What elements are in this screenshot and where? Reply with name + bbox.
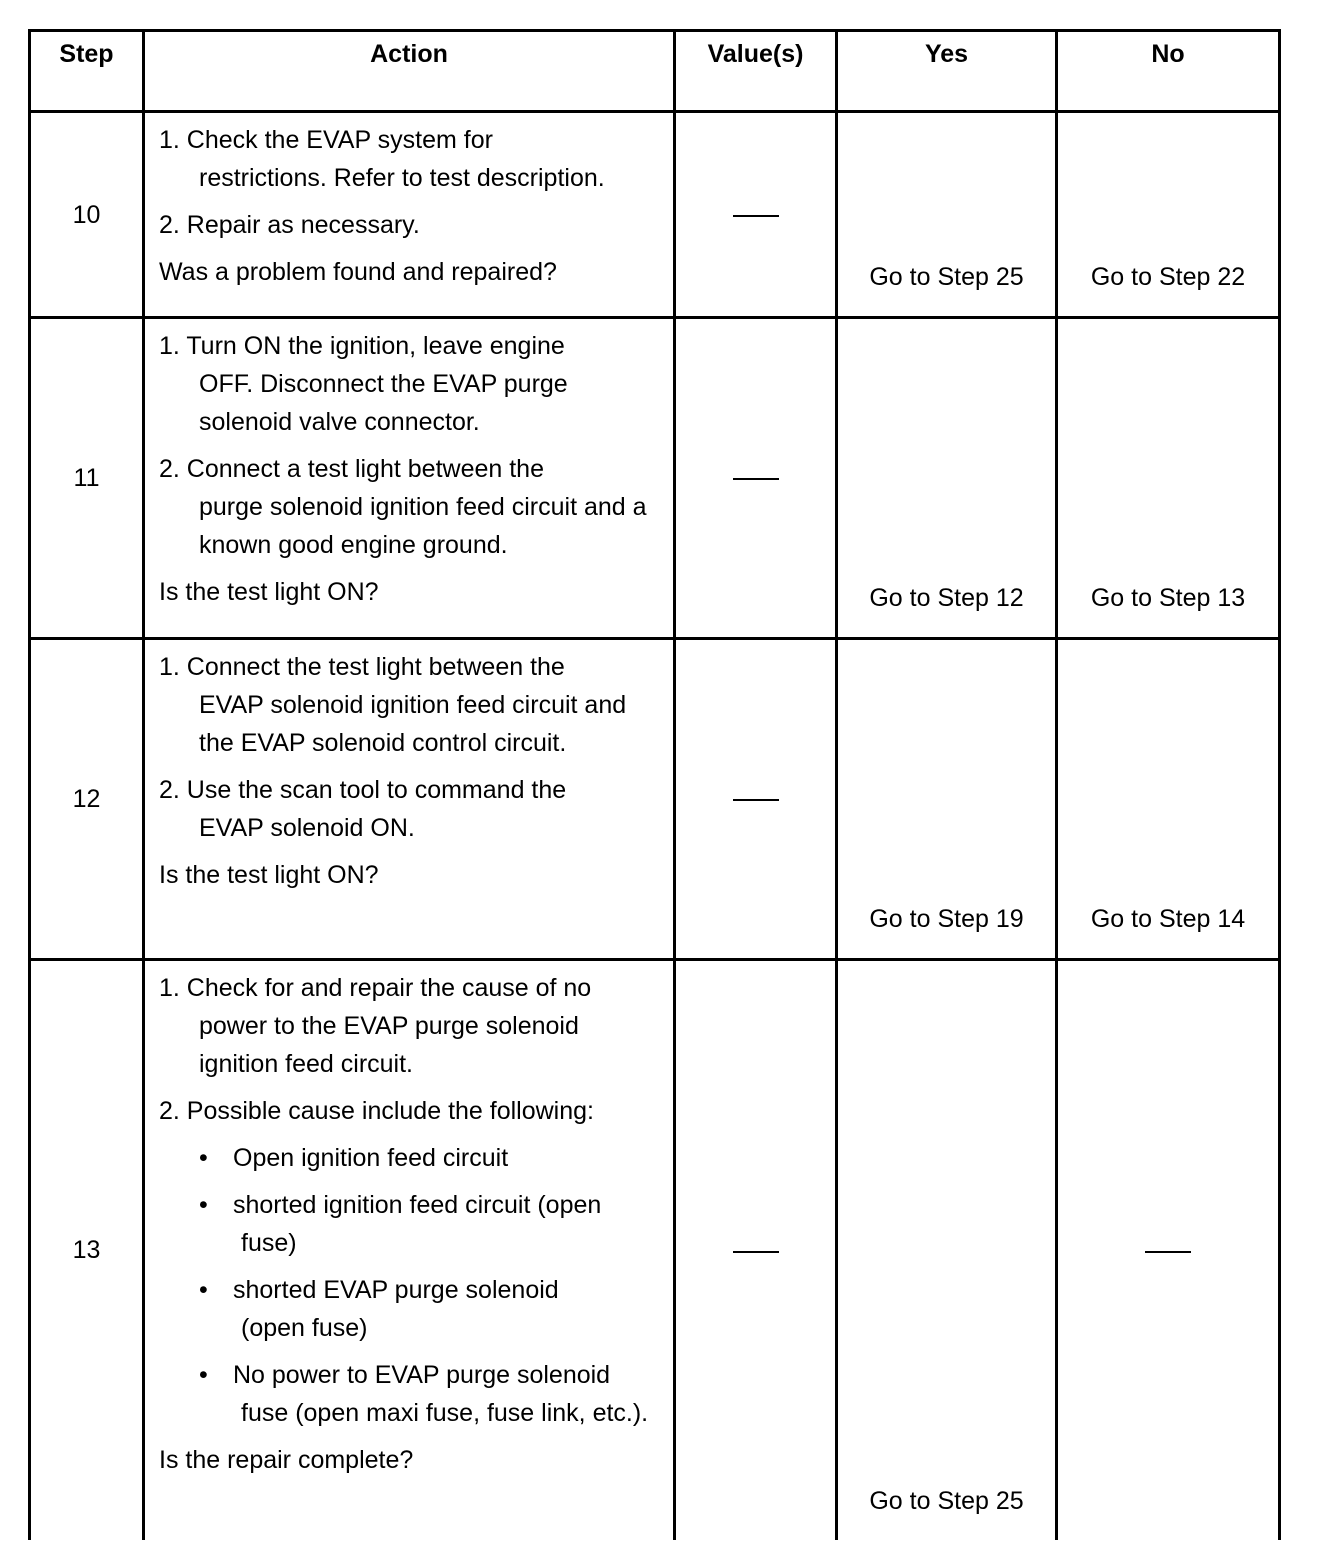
- bullet-dot-icon: •: [199, 1361, 208, 1389]
- action-step-continuation: power to the EVAP purge solenoid ignition feed circuit.: [199, 1012, 579, 1078]
- header-row: [30, 31, 1280, 112]
- action-step-item: [159, 648, 659, 762]
- no-action: Go to Step 14: [1057, 639, 1280, 960]
- action-step-continuation: purge solenoid ignition feed circuit and a known good engine ground.: [199, 493, 647, 559]
- action-cell: [144, 960, 675, 1540]
- action-cell: [144, 639, 675, 960]
- header-step: Step: [30, 31, 144, 112]
- step-number: 12: [30, 639, 144, 960]
- cause-bullet-text: Open ignition feed circuit: [233, 1144, 509, 1172]
- value-cell: [675, 639, 837, 960]
- no-dash: [1145, 1251, 1191, 1253]
- action-step-item: [159, 121, 659, 197]
- cause-bullet-continuation: fuse): [241, 1229, 297, 1257]
- yes-action: Go to Step 25: [837, 112, 1057, 318]
- action-step-text: 1. Turn ON the ignition, leave engine: [159, 332, 565, 360]
- diagnostic-table: [28, 29, 1281, 1540]
- yes-action: Go to Step 25: [837, 960, 1057, 1540]
- bullet-dot-icon: •: [199, 1191, 208, 1219]
- action-step-text: 1. Connect the test light between the: [159, 653, 565, 681]
- action-step-item: [159, 327, 659, 441]
- value-dash: [733, 1251, 779, 1253]
- header-action: Action: [144, 31, 675, 112]
- cause-bullet-item: [159, 1271, 659, 1347]
- cause-bullet-item: [159, 1186, 659, 1262]
- step-question: Is the repair complete?: [159, 1446, 414, 1474]
- action-step-text: 2. Possible cause include the following:: [159, 1097, 594, 1125]
- no-action: Go to Step 13: [1057, 318, 1280, 639]
- value-cell: [675, 112, 837, 318]
- action-step-text: 1. Check for and repair the cause of no: [159, 974, 592, 1002]
- action-step-item: [159, 1092, 659, 1130]
- action-step-text: 2. Connect a test light between the: [159, 455, 544, 483]
- action-step-item: [159, 450, 659, 564]
- action-step-item: [159, 771, 659, 847]
- action-step-continuation: EVAP solenoid ON.: [199, 814, 415, 842]
- step-number: 10: [30, 112, 144, 318]
- cause-bullet-text: shorted EVAP purge solenoid: [233, 1276, 559, 1304]
- value-cell: [675, 960, 837, 1540]
- action-step-continuation: restrictions. Refer to test description.: [199, 164, 605, 192]
- cause-bullet-item: [159, 1139, 659, 1177]
- action-step-continuation: EVAP solenoid ignition feed circuit and the EVAP solenoid control circuit.: [199, 691, 627, 757]
- action-step-continuation: OFF. Disconnect the EVAP purge solenoid valve connector.: [199, 370, 568, 436]
- step-question: Was a problem found and repaired?: [159, 258, 557, 286]
- cause-bullet-text: No power to EVAP purge solenoid: [233, 1361, 611, 1389]
- action-step-text: 2. Use the scan tool to command the: [159, 776, 567, 804]
- bullet-dot-icon: •: [199, 1144, 208, 1172]
- value-dash: [733, 215, 779, 217]
- header-no: No: [1057, 31, 1280, 112]
- step-question: Is the test light ON?: [159, 578, 379, 606]
- value-dash: [733, 799, 779, 801]
- action-step-item: [159, 206, 659, 244]
- cause-bullet-text: shorted ignition feed circuit (open: [233, 1191, 602, 1219]
- action-cell: [144, 112, 675, 318]
- cause-bullet-continuation: (open fuse): [241, 1314, 368, 1342]
- table-row: [30, 639, 1280, 960]
- value-dash: [733, 478, 779, 480]
- header-yes: Yes: [837, 31, 1057, 112]
- step-number: 11: [30, 318, 144, 639]
- action-step-text: 1. Check the EVAP system for: [159, 126, 493, 154]
- cause-bullet-item: [159, 1356, 659, 1432]
- action-step-text: 2. Repair as necessary.: [159, 211, 420, 239]
- no-action: Go to Step 22: [1057, 112, 1280, 318]
- bullet-dot-icon: •: [199, 1276, 208, 1304]
- header-values: Value(s): [675, 31, 837, 112]
- step-number: 13: [30, 960, 144, 1540]
- table-row: [30, 112, 1280, 318]
- step-question: Is the test light ON?: [159, 861, 379, 889]
- yes-action: Go to Step 12: [837, 318, 1057, 639]
- value-cell: [675, 318, 837, 639]
- no-action: [1057, 960, 1280, 1540]
- action-step-item: [159, 969, 659, 1083]
- table-row: [30, 960, 1280, 1540]
- table-row: [30, 318, 1280, 639]
- yes-action: Go to Step 19: [837, 639, 1057, 960]
- action-cell: [144, 318, 675, 639]
- table-body: [30, 112, 1280, 1540]
- cause-bullet-continuation: fuse (open maxi fuse, fuse link, etc.).: [241, 1399, 649, 1427]
